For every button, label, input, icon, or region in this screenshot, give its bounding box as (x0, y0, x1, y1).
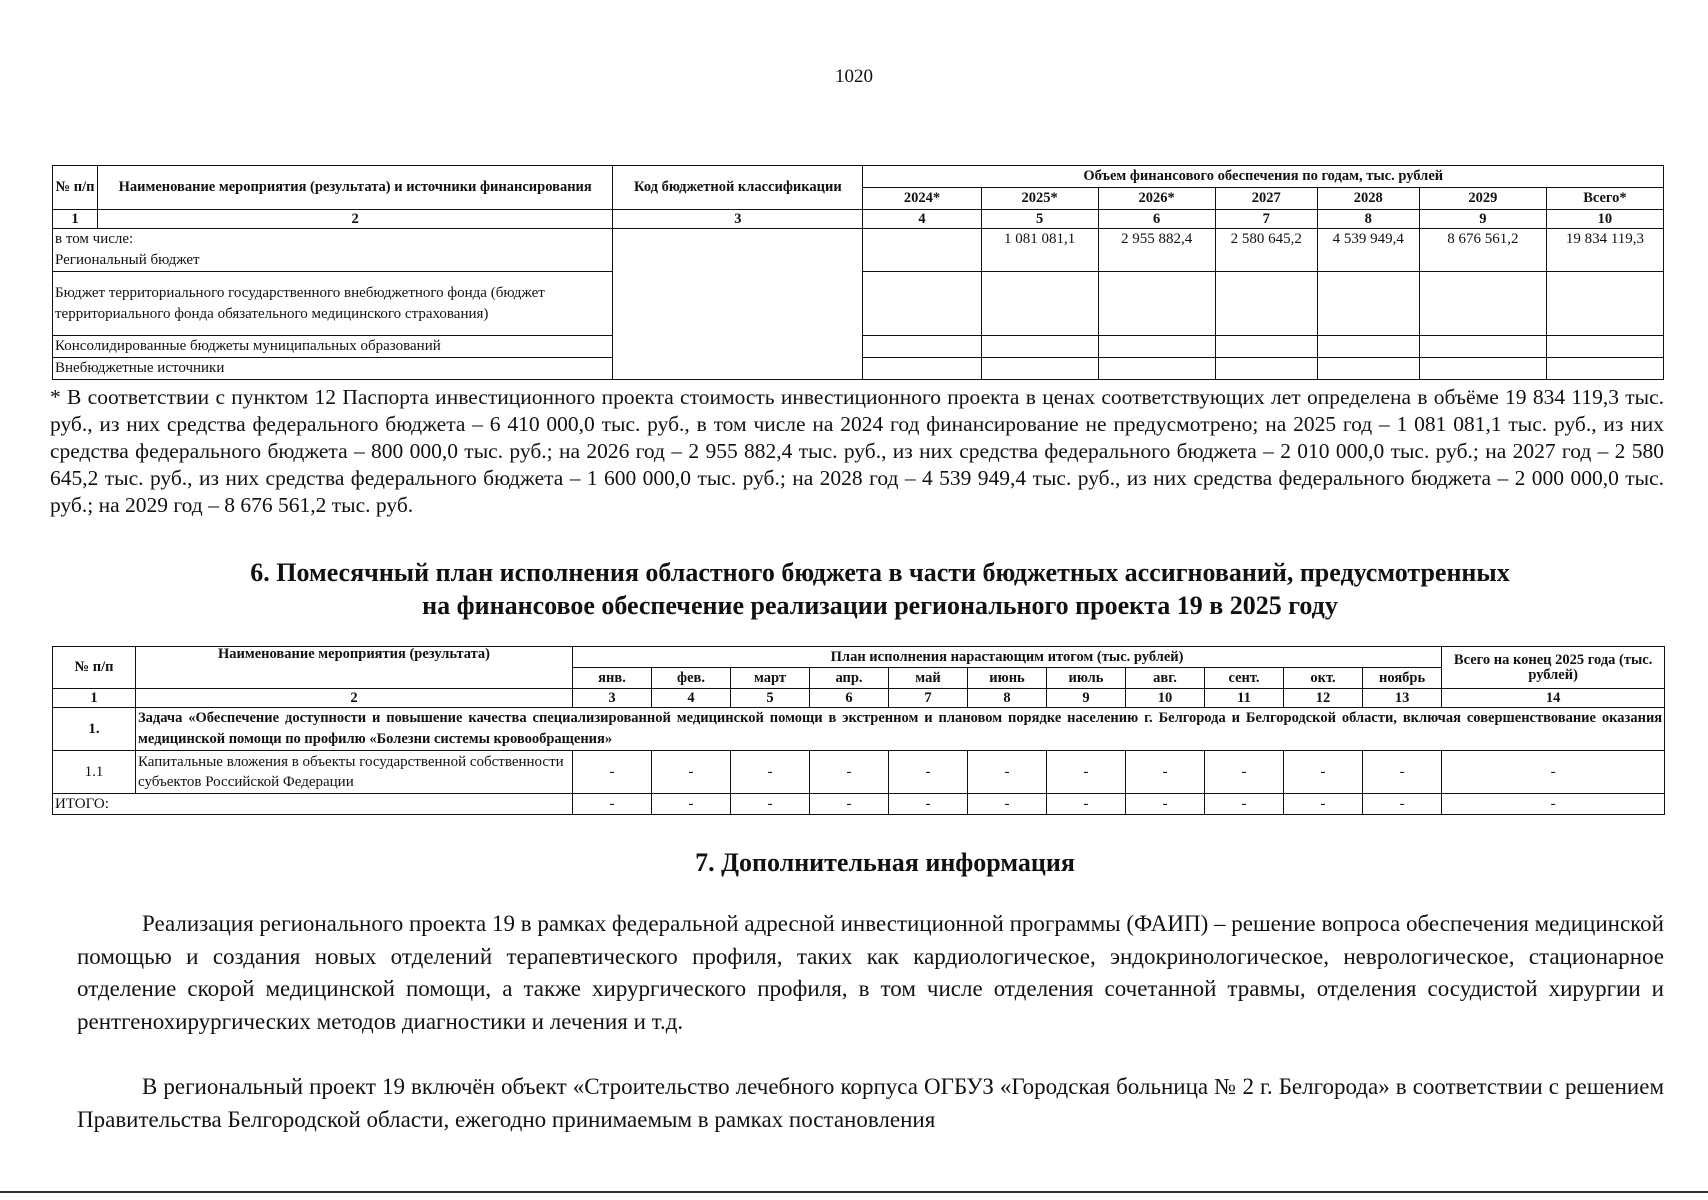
header-month: янв. (573, 668, 652, 689)
value-cell: - (1284, 794, 1363, 815)
header-code: Код бюджетной классификации (613, 166, 863, 210)
column-number: 11 (1205, 689, 1284, 708)
column-number: 10 (1546, 210, 1663, 229)
value-cell (1215, 272, 1317, 336)
column-number: 1 (53, 689, 136, 708)
value-cell: - (968, 751, 1047, 794)
value-cell (863, 229, 981, 272)
header-month: окт. (1284, 668, 1363, 689)
table-row (53, 708, 1665, 751)
header-month: сент. (1205, 668, 1284, 689)
value-cell: 19 834 119,3 (1546, 229, 1663, 272)
header-plan: План исполнения нарастающим итогом (тыс. рублей) (573, 647, 1442, 668)
value-cell (863, 358, 981, 380)
footnote: * В соответствии с пунктом 12 Паспорта инвестиционного проекта стоимость инвестиционного проекта в ценах соответствующих лет определена в объёме 19 834 119,3 тыс. руб., из них средства федерального бюджета – 6 410 000,0 тыс. руб., в том числе на 2024 год финансирование не предусмотрено; на 2025 год – 1 081 081,1 тыс. руб., из них средства федерального бюджета – 800 000,0 тыс. руб.; на 2026 год – 2 955 882,4 тыс. руб., из них средства федерального бюджета – 2 010 000,0 тыс. руб.; на 2027 год – 2 580 645,2 тыс. руб., из них средства федерального бюджета – 1 600 000,0 тыс. руб.; на 2028 год – 4 539 949,4 тыс. руб., из них средства федерального бюджета – 2 000 000,0 тыс. руб.; на 2029 год – 8 676 561,2 тыс. руб. (50, 385, 1664, 517)
column-number: 3 (613, 210, 863, 229)
header-month: июль (1047, 668, 1126, 689)
value-cell: - (1126, 751, 1205, 794)
page-edge-line (0, 1191, 1708, 1193)
total-label: ИТОГО: (53, 794, 573, 815)
header-year-total: Всего* (1546, 188, 1663, 210)
value-cell: - (1363, 751, 1442, 794)
header-volume: Объем финансового обеспечения по годам, тыс. рублей (863, 166, 1664, 188)
value-cell (1098, 272, 1215, 336)
row-label: Консолидированные бюджеты муниципальных образований (53, 336, 613, 358)
column-number: 7 (889, 689, 968, 708)
task-number: 1. (53, 708, 136, 751)
header-year: 2029 (1419, 188, 1546, 210)
header-month: фев. (652, 668, 731, 689)
value-cell: - (652, 751, 731, 794)
value-cell: - (1205, 751, 1284, 794)
header-month: апр. (810, 668, 889, 689)
page-number: 1020 (835, 66, 873, 87)
value-cell (1546, 336, 1663, 358)
value-cell: - (810, 751, 889, 794)
value-cell: - (652, 794, 731, 815)
item-number: 1.1 (53, 751, 136, 794)
header-month: март (731, 668, 810, 689)
section-7-heading: 7. Дополнительная информация (695, 848, 1075, 877)
value-cell (863, 272, 981, 336)
value-cell (1419, 358, 1546, 380)
value-cell: - (731, 794, 810, 815)
value-cell: 2 580 645,2 (1215, 229, 1317, 272)
column-number: 4 (652, 689, 731, 708)
task-description: Задача «Обеспечение доступности и повышение качества специализированной медицинской помощи в экстренном и плановом порядке населению г. Белгорода и Белгородской области, включая совершенствование оказания медицинской помощи по профилю «Болезни системы кровообращения» (136, 708, 1665, 751)
value-cell: - (1442, 794, 1665, 815)
value-cell (1317, 358, 1419, 380)
value-cell: 4 539 949,4 (1317, 229, 1419, 272)
value-cell: - (968, 794, 1047, 815)
table-row (53, 229, 1664, 272)
value-cell: - (889, 751, 968, 794)
header-year: 2024* (863, 188, 981, 210)
paragraph: В региональный проект 19 включён объект «Строительство лечебного корпуса ОГБУЗ «Городская больница № 2 г. Белгорода» в соответствии с решением Правительства Белгородской области, ежегодно принимаемым в рамках постановления (77, 1074, 1664, 1132)
value-cell: - (810, 794, 889, 815)
paragraph: Реализация регионального проекта 19 в рамках федеральной адресной инвестиционной программы (ФАИП) – решение вопроса обеспечения медицинской помощью и создания новых отделений терапевтического профиля, таких как кардиологическое, эндокринологическое, неврологическое, стационарное отделение скорой медицинской помощи, а также хирургического профиля, в том числе отделения сочетанной травмы, отделения сосудистой хирургии и рентгенохирургических методов диагностики и лечения и т.д. (77, 911, 1664, 1034)
column-number: 14 (1442, 689, 1665, 708)
value-cell: - (731, 751, 810, 794)
value-cell (1098, 358, 1215, 380)
section-6-heading (0, 556, 1708, 622)
section-6-heading-line: на финансовое обеспечение реализации регионального проекта 19 в 2025 году (422, 591, 1338, 620)
value-cell (1546, 358, 1663, 380)
monthly-plan-table (52, 646, 1665, 815)
column-number: 8 (968, 689, 1047, 708)
column-number: 8 (1317, 210, 1419, 229)
value-cell (1098, 336, 1215, 358)
section-6-heading-line: 6. Помесячный план исполнения областного бюджета в части бюджетных ассигнований, предусмотренных (250, 558, 1510, 587)
column-number: 5 (731, 689, 810, 708)
column-number: 2 (98, 210, 613, 229)
budget-code-cell (613, 229, 863, 380)
value-cell: - (1205, 794, 1284, 815)
row-label-regional (53, 229, 613, 272)
table-row (53, 794, 1665, 815)
value-cell (863, 336, 981, 358)
row-label-line: в том числе: (55, 231, 134, 247)
financing-table (52, 165, 1664, 380)
column-number: 10 (1126, 689, 1205, 708)
value-cell (1215, 336, 1317, 358)
header-month: авг. (1126, 668, 1205, 689)
header-year: 2026* (1098, 188, 1215, 210)
value-cell: 2 955 882,4 (1098, 229, 1215, 272)
table-row (53, 751, 1665, 794)
header-num: № п/п (53, 166, 98, 210)
value-cell: 1 081 081,1 (981, 229, 1098, 272)
header-year: 2027 (1215, 188, 1317, 210)
column-number: 9 (1047, 689, 1126, 708)
column-number: 4 (863, 210, 981, 229)
value-cell: - (1047, 751, 1126, 794)
value-cell: - (573, 751, 652, 794)
header-month: июнь (968, 668, 1047, 689)
header-month: май (889, 668, 968, 689)
header-num: № п/п (53, 647, 136, 689)
value-cell (1419, 272, 1546, 336)
column-number: 3 (573, 689, 652, 708)
column-number: 13 (1363, 689, 1442, 708)
value-cell: - (1442, 751, 1665, 794)
value-cell (1215, 358, 1317, 380)
column-number: 6 (810, 689, 889, 708)
value-cell (1317, 272, 1419, 336)
value-cell: - (1047, 794, 1126, 815)
column-number: 2 (136, 689, 573, 708)
value-cell: - (1284, 751, 1363, 794)
value-cell (981, 336, 1098, 358)
column-number: 6 (1098, 210, 1215, 229)
header-name: Наименование мероприятия (результата) и источники финансирования (98, 166, 613, 210)
value-cell: - (1126, 794, 1205, 815)
header-name: Наименование мероприятия (результата) (136, 647, 573, 689)
header-year: 2025* (981, 188, 1098, 210)
column-number: 12 (1284, 689, 1363, 708)
column-number: 7 (1215, 210, 1317, 229)
value-cell: - (889, 794, 968, 815)
value-cell: - (1363, 794, 1442, 815)
header-month: ноябрь (1363, 668, 1442, 689)
item-name: Капитальные вложения в объекты государственной собственности субъектов Российской Федерации (136, 751, 573, 794)
column-number: 9 (1419, 210, 1546, 229)
column-number: 1 (53, 210, 98, 229)
value-cell (1546, 272, 1663, 336)
value-cell: - (573, 794, 652, 815)
value-cell (981, 358, 1098, 380)
value-cell (1317, 336, 1419, 358)
row-label-line: Региональный бюджет (55, 252, 200, 268)
header-year: 2028 (1317, 188, 1419, 210)
column-number: 5 (981, 210, 1098, 229)
value-cell (1419, 336, 1546, 358)
header-total: Всего на конец 2025 года (тыс. рублей) (1442, 647, 1665, 689)
row-label: Внебюджетные источники (53, 358, 613, 380)
value-cell: 8 676 561,2 (1419, 229, 1546, 272)
row-label: Бюджет территориального государственного внебюджетного фонда (бюджет территориального фонда обязательного медицинского страхования) (53, 272, 613, 336)
value-cell (981, 272, 1098, 336)
